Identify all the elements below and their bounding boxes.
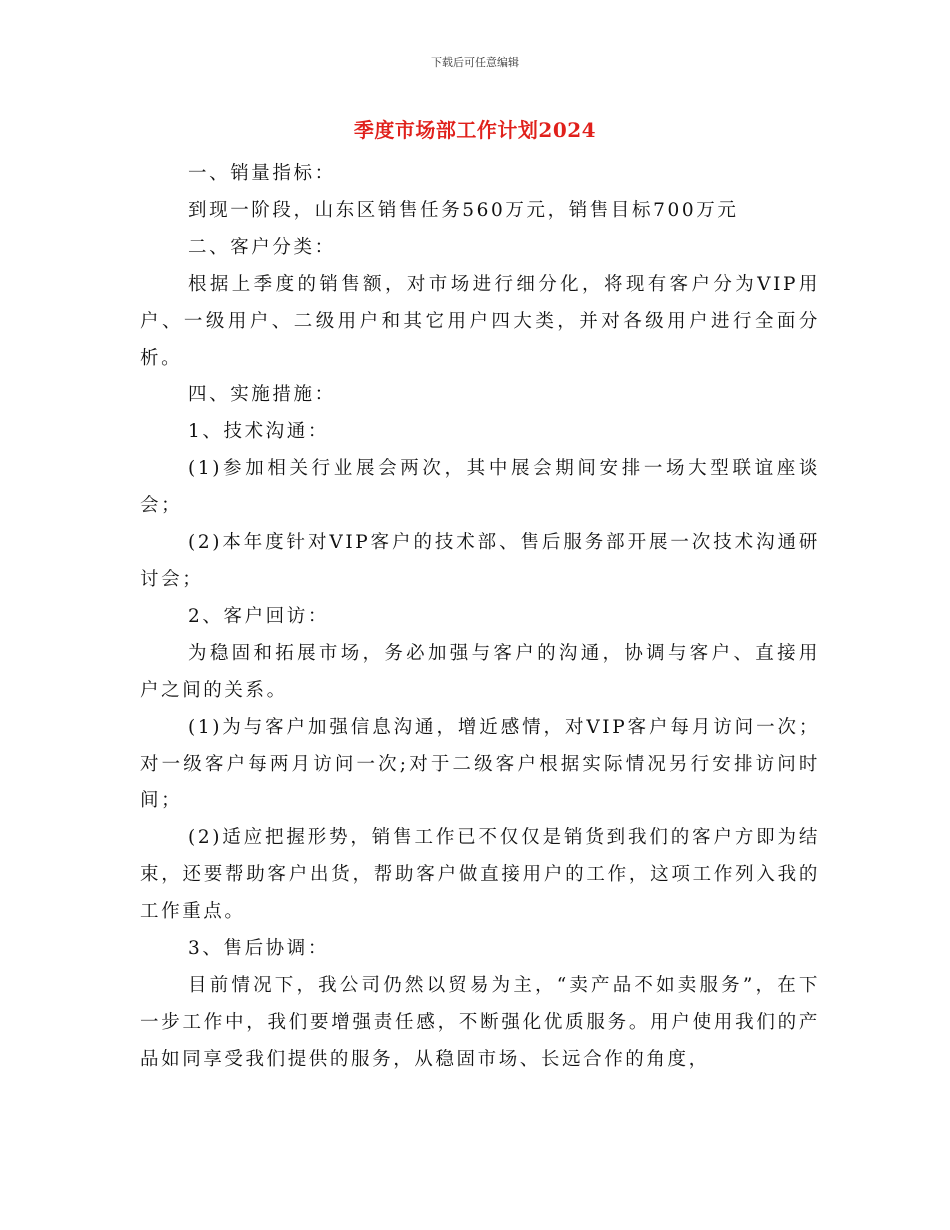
list-item-visits-1: (1)为与客户加强信息沟通，增近感情，对VIP客户每月访问一次；对一级客户每两月访问一次;对于二级客户根据实际情况另行安排访问时间； [140,716,820,812]
section-heading-sales-target: 一、销量指标： [188,163,336,184]
list-item-tech-1: (1)参加相关行业展会两次，其中展会期间安排一场大型联谊座谈会； [140,458,820,517]
header-note: 下载后可任意编辑 [431,56,519,69]
section-heading-customer-classification: 二、客户分类： [188,236,336,258]
section-heading-measures: 四、实施措施： [188,384,336,406]
list-item-visits-2: (2)适应把握形势，销售工作已不仅仅是销货到我们的客户方即为结束，还要帮助客户出货，帮助客户做直接用户的工作，这项工作列入我的工作重点。 [140,827,820,923]
document-body [140,156,820,1079]
paragraph-customer-classification: 根据上季度的销售额，对市场进行细分化，将现有客户分为VIP用户、一级用户、二级用户和其它用户四大类，并对各级用户进行全面分析。 [140,273,820,369]
list-item-tech-2: (2)本年度针对VIP客户的技术部、售后服务部开展一次技术沟通研讨会； [140,532,820,590]
document-title: 季度市场部工作计划2024 [353,118,597,142]
paragraph-sales-target: 到现一阶段，山东区销售任务560万元，销售目标700万元 [188,199,739,221]
paragraph-customer-visits: 为稳固和拓展市场，务必加强与客户的沟通，协调与客户、直接用户之间的关系。 [140,642,820,701]
subheading-customer-visits: 2、客户回访： [188,605,329,627]
paragraph-after-sales: 目前情况下，我公司仍然以贸易为主，“卖产品不如卖服务”，在下一步工作中，我们要增强责任感，不断强化优质服务。用户使用我们的产品如同享受我们提供的服务，从稳固市场、长远合作的角度， [140,974,820,1070]
subheading-after-sales: 3、售后协调： [188,938,329,960]
subheading-tech-communication: 1、技术沟通： [188,421,329,443]
